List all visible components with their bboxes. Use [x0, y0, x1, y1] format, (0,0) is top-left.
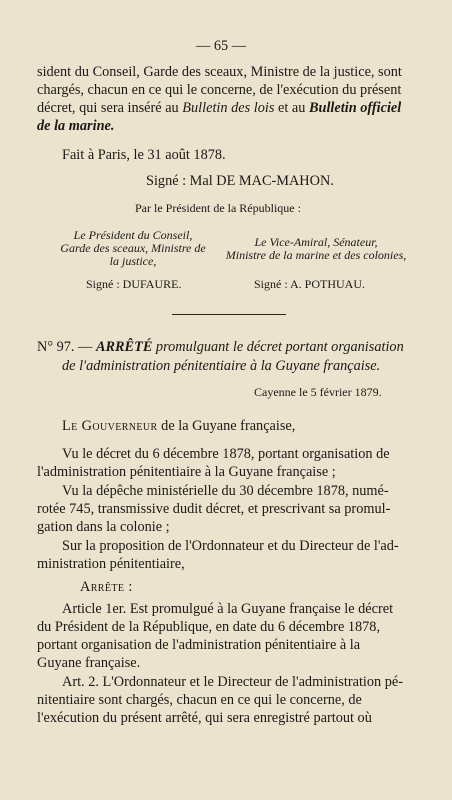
date-line: Fait à Paris, le 31 août 1878. [62, 147, 226, 163]
gouverneur-line: Le Gouverneur de la Guyane française, [62, 418, 296, 434]
arrete-label: Arrête : [80, 579, 133, 595]
article-line: du Président de la République, en date du 6 décembre 1878, [37, 619, 381, 635]
right-signature: Signé : A. POTHUAU. [254, 277, 366, 291]
body-line: Vu la dépêche ministérielle du 30 décembre 1878, numé- [62, 483, 389, 499]
par-president: Par le Président de la République : [135, 201, 301, 215]
left-signatory: Le Président du Conseil, Garde des sceaux, Ministre de la justice, [60, 228, 206, 268]
arrete-heading: N° 97. — ARRÊTÉ promulguant le décret portant organisation [37, 339, 404, 355]
paragraph-line: de la marine. [37, 118, 115, 134]
article-line: nitentiaire sont chargés, chacun en ce qui le concerne, de [37, 692, 362, 708]
body-line: ministration pénitentiaire, [37, 556, 185, 572]
section-divider [172, 314, 286, 315]
article-line: Article 1er. Est promulgué à la Guyane française le décret [62, 601, 394, 617]
right-signatory: Le Vice-Amiral, Sénateur, Ministre de la marine et des colonies, [225, 235, 407, 262]
paragraph-line: sident du Conseil, Garde des sceaux, Ministre de la justice, sont [37, 64, 402, 80]
body-line: Vu le décret du 6 décembre 1878, portant organisation de [62, 446, 390, 462]
body-line: gation dans la colonie ; [37, 519, 170, 535]
paragraph-line: décret, qui sera inséré au Bulletin des lois et au Bulletin officiel [37, 100, 402, 116]
place-date: Cayenne le 5 février 1879. [254, 385, 382, 399]
left-signature: Signé : DUFAURE. [86, 277, 182, 291]
article-line: portant organisation de l'administration pénitentiaire à la [37, 637, 361, 653]
body-line: rotée 745, transmissive dudit décret, et prescrivant sa promul- [37, 501, 391, 517]
article-line: l'exécution du présent arrêté, qui sera enregistré partout où [37, 710, 372, 726]
body-line: l'administration pénitentiaire à la Guyane française ; [37, 464, 336, 480]
signature-main: Signé : Mal DE MAC-MAHON. [146, 173, 334, 189]
article-line: Guyane française. [37, 655, 141, 671]
paragraph-line: chargés, chacun en ce qui le concerne, de l'exécution du présent [37, 82, 402, 98]
page-number: — 65 — [196, 38, 247, 54]
arrete-heading-line2: de l'administration pénitentiaire à la Guyane française. [62, 358, 381, 374]
article-line: Art. 2. L'Ordonnateur et le Directeur de l'administration pé- [62, 674, 404, 690]
body-line: Sur la proposition de l'Ordonnateur et du Directeur de l'ad- [62, 538, 399, 554]
